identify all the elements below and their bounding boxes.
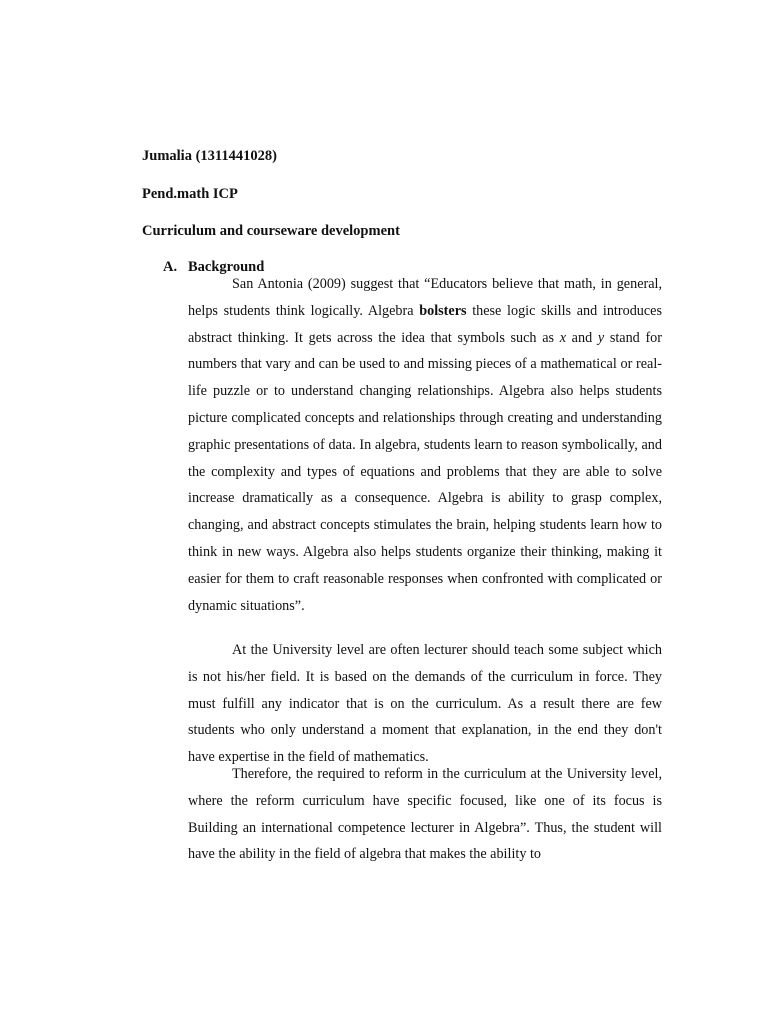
paragraph-1-bold-term: bolsters — [419, 302, 467, 319]
variable-x: x — [559, 329, 566, 346]
variable-y: y — [597, 329, 605, 346]
section-title: Background — [188, 259, 265, 275]
paragraph-1-text-a: San Antonia (2009) suggest that “Educators believe that math, in general, helps students think logically. Algebra — [188, 276, 662, 319]
paragraph-2 — [188, 637, 662, 771]
paragraph-1-text-b: these logic skills and introduces abstract thinking. It gets across the idea that symbols such as — [188, 302, 662, 346]
course-title: Curriculum and courseware development — [142, 223, 400, 239]
paragraph-2-text: At the University level are often lecturer should teach some subject which is not his/her field. It is based on the demands of the curriculum in force. They must fulfill any indicator that is on the curriculum. As a result there are few students who only understand a moment that explanation, in the end they don't have expertise in the field of mathematics. — [188, 642, 662, 766]
paragraph-3-text: Therefore, the required to reform in the curriculum at the University level, where the reform curriculum have specific focused, like one of its focus is Building an international competence lecturer in Algebra”. Thus, the student will have the ability in the field of algebra that makes the ability to — [188, 766, 662, 863]
paragraph-3 — [188, 761, 662, 868]
paragraph-1 — [188, 271, 662, 619]
section-marker: A. — [163, 259, 178, 275]
program-line: Pend.math ICP — [142, 186, 238, 202]
paragraph-1-text-c: and — [566, 329, 598, 346]
author-line: Jumalia (1311441028) — [142, 148, 277, 164]
paragraph-1-text-d: stand for numbers that vary and can be used to and missing pieces of a mathematical or real-life puzzle or to understand changing relationships. Algebra also helps students picture complicated concepts and relationships through creating and understanding graphic presentations of data. In algebra, students learn to reason symbolically, and the complexity and types of equations and problems that they are able to solve increase dramatically as a consequence. Algebra is ability to grasp complex, changing, and abstract concepts stimulates the brain, helping students learn how to think in new ways. Algebra also helps students organize their thinking, making it easier for them to craft reasonable responses when confronted with complicated or dynamic situations”. — [188, 329, 662, 614]
